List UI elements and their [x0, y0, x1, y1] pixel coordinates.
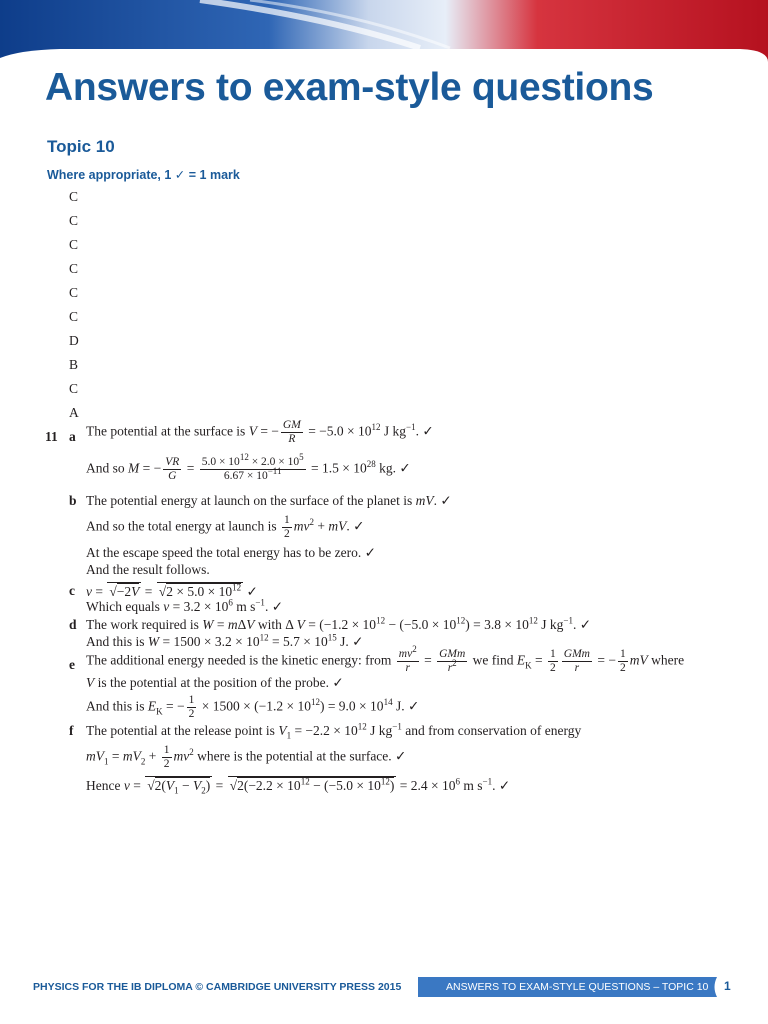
answer-text: where — [651, 652, 685, 668]
fraction: $\frac{\text{GMm}}{r^2}$ — [439, 648, 466, 674]
answer-text: with Δ — [257, 617, 294, 632]
answer-row — [0, 260, 400, 278]
answer-text: The additional energy needed is the kinetic energy: from — [86, 652, 392, 668]
answer-letter: C — [69, 261, 79, 276]
answer-row — [0, 236, 400, 254]
checkmark-icon: ✓ — [440, 493, 452, 508]
part-label: d — [69, 617, 77, 632]
answer-line: The additional energy needed is the kinetic energy: from $\frac{mv^2}{r}$ = $\frac{\text{GMm}}{r^2}$ we find $E_K$ = $\frac{1}{2}$ $\frac{\text{GMm}}{r}$ = − $\frac{1}{2}$ mV where — [86, 644, 685, 674]
fraction: $\frac{\text{GMm}}{r}$ — [563, 648, 590, 674]
answer-line: V is the potential at the position of the probe. ✓ — [86, 675, 344, 690]
answer-row — [0, 332, 400, 350]
answer-text: And so the total energy at launch is — [86, 518, 277, 534]
answer-text: where is the potential at the surface. — [197, 748, 392, 764]
answer-line: And this is $W = 1500 \times 3.2 \times 10^{12} = 5.7 \times 10^{15}$ J. ✓ — [86, 632, 364, 649]
answer-text: And this is — [86, 698, 145, 714]
answer-text: At the escape speed the total energy has to be zero. — [86, 545, 362, 560]
answer-row — [0, 284, 400, 302]
answer-text: = 1.5 × 10 — [311, 460, 367, 476]
answer-text: is the potential at the position of the probe. — [97, 675, 329, 690]
answer-text: The potential at the surface is — [86, 423, 246, 439]
checkmark-icon: ✓ — [332, 675, 344, 690]
part-label: f — [69, 723, 74, 738]
fraction: $\frac{mv^2}{r}$ — [398, 644, 417, 674]
part-label: c — [69, 583, 75, 598]
fraction: $\frac{GM}{R}$ — [282, 419, 301, 445]
checkmark-icon: ✓ — [353, 518, 365, 534]
answer-line: And the result follows. — [86, 562, 210, 577]
answer-line: Hence $v = √2(V_1 - V_2) = √2(-2.2 \times 10^{12} - (-5.0 \times 10^{12}) = 2.4 \times 10^6$ m $s^{-1}$. ✓ — [86, 776, 511, 796]
checkmark-icon: ✓ — [271, 599, 283, 614]
unit: kg. — [379, 460, 397, 476]
answer-text: = 3.2 × 10 — [172, 599, 229, 614]
answer-text: Which equals — [86, 599, 160, 614]
answer-text: The potential at the release point is — [86, 723, 275, 738]
square-root: $√2(-2.2 \times 10^{12} - (-5.0 \times 10^{12})$ — [229, 776, 395, 793]
square-root: √−2V — [109, 584, 140, 599]
page-number: 1 — [724, 979, 731, 993]
fraction: $\frac{1}{2}$ — [550, 648, 556, 674]
checkmark-icon: ✓ — [399, 460, 411, 476]
answer-line: And so M = − $\frac{VR}{G}$ = $\frac{5.0 \times 10^{12} \times 2.0 \times 10^5}{6.67 \times 10^{-11}}$ = $1.5 \times 10^{28}$ kg. ✓ — [86, 452, 411, 482]
answer-line: And so the total energy at launch is $\frac{1}{2}$ $mv^2$ + mV. ✓ — [86, 514, 365, 540]
part-label: b — [69, 493, 77, 508]
answer-line: The work required is W = mΔV with Δ $V = (-1.2 \times 10^{12} - (-5.0 \times 10^{12}) = 3.8 \times 10^{12}$ J $kg^{-1}$. ✓ — [86, 615, 592, 632]
fraction: $\frac{1}{2}$ — [163, 744, 170, 770]
checkmark-icon: ✓ — [395, 748, 407, 764]
answer-letter: C — [69, 309, 79, 324]
footer-section-title: ANSWERS TO EXAM-STYLE QUESTIONS – TOPIC 10 — [446, 981, 709, 993]
exponent: 28 — [366, 459, 376, 470]
answer-text: we find — [472, 652, 514, 668]
checkmark-icon: ✓ — [407, 698, 420, 714]
fraction: $\frac{5.0 \times 10^{12} \times 2.0 \times 10^5}{6.67 \times 10^{-11}}$ — [201, 452, 304, 482]
answer-letter: A — [69, 405, 79, 420]
answer-line: $mV_1 = mV_2$ + $\frac{1}{2}$ $mv^2$ where is the potential at the surface. ✓ — [86, 744, 407, 770]
answer-letter: D — [69, 333, 79, 348]
answer-line: $v = √-2V = √2 \times 5.0 \times 10^{12}$ ✓ — [86, 582, 258, 599]
answer-text: And so — [86, 460, 125, 476]
fraction: $\frac{1}{2}$ — [188, 694, 195, 720]
answer-line: The potential at the release point is $V_1 = -2.2 \times 10^{12}$ J $kg^{-1}$ and from conservation of energy — [86, 721, 582, 741]
part-label: a — [69, 429, 76, 444]
answer-letter: C — [69, 189, 79, 204]
footer-copyright: PHYSICS FOR THE IB DIPLOMA © CAMBRIDGE UNIVERSITY PRESS 2015 — [33, 981, 402, 993]
answer-row — [0, 212, 400, 230]
answer-letter: C — [69, 213, 79, 228]
exponent: 6 — [228, 597, 233, 608]
answer-text: The potential energy at launch on the surface of the planet is — [86, 493, 413, 508]
answer-line — [86, 544, 376, 562]
exponent: −1 — [406, 422, 416, 433]
answer-text: The work required is — [86, 617, 199, 632]
answer-row — [0, 188, 400, 206]
unit: J kg — [383, 423, 407, 439]
checkmark-icon: ✓ — [246, 584, 258, 599]
fraction: $\frac{1}{2}$ — [283, 514, 290, 540]
answer-text: = −5.0 × 10 — [308, 423, 372, 439]
header-banner — [0, 0, 768, 62]
checkmark-icon: ✓ — [364, 545, 376, 560]
answer-letter: B — [69, 357, 79, 372]
marks-note: Where appropriate, 1 ✓ = 1 mark — [47, 168, 240, 182]
answer-line: The potential at the surface is V = − $\frac{GM}{R}$ = $-5.0 \times 10^{12}$ J $kg^{-1}$. ✓ — [86, 419, 434, 445]
answer-line: Which equals $v = 3.2 \times 10^6$ m $s^{-1}$. ✓ — [86, 597, 283, 614]
answer-letter: C — [69, 285, 79, 300]
square-root: $√2(V_1 - V_2)$ — [147, 778, 211, 796]
question-number: 11 — [45, 429, 58, 444]
fraction: $\frac{VR}{G}$ — [165, 456, 180, 482]
answer-line: And this is $E_K$ = − $\frac{1}{2}$ × $1500 \times (-1.2 \times 10^{12}) = 9.0 \times 10^{14}$ J. ✓ — [86, 694, 420, 720]
answer-line: The potential energy at launch on the surface of the planet is mV. ✓ — [86, 493, 452, 508]
answer-row — [0, 356, 400, 374]
checkmark-icon: ✓ — [352, 634, 364, 649]
answer-text: And this is — [86, 634, 145, 649]
square-root: $√2 \times 5.0 \times 10^{12}$ — [158, 582, 242, 599]
unit: m s — [236, 599, 256, 614]
checkmark-icon: ✓ — [579, 617, 592, 632]
checkmark-icon: ✓ — [498, 778, 511, 793]
answer-row — [0, 380, 400, 398]
answer-text: and from conservation of energy — [405, 723, 582, 738]
part-label: e — [69, 657, 75, 672]
answer-letter: C — [69, 381, 79, 396]
checkmark-icon: ✓ — [422, 423, 434, 439]
page-title: Answers to exam-style questions — [45, 66, 654, 109]
answer-text: Hence — [86, 778, 121, 793]
answer-row — [0, 308, 400, 326]
topic-heading: Topic 10 — [47, 137, 115, 156]
exponent: 12 — [371, 422, 381, 433]
fraction: $\frac{1}{2}$ — [619, 648, 626, 674]
answer-letter: C — [69, 237, 79, 252]
